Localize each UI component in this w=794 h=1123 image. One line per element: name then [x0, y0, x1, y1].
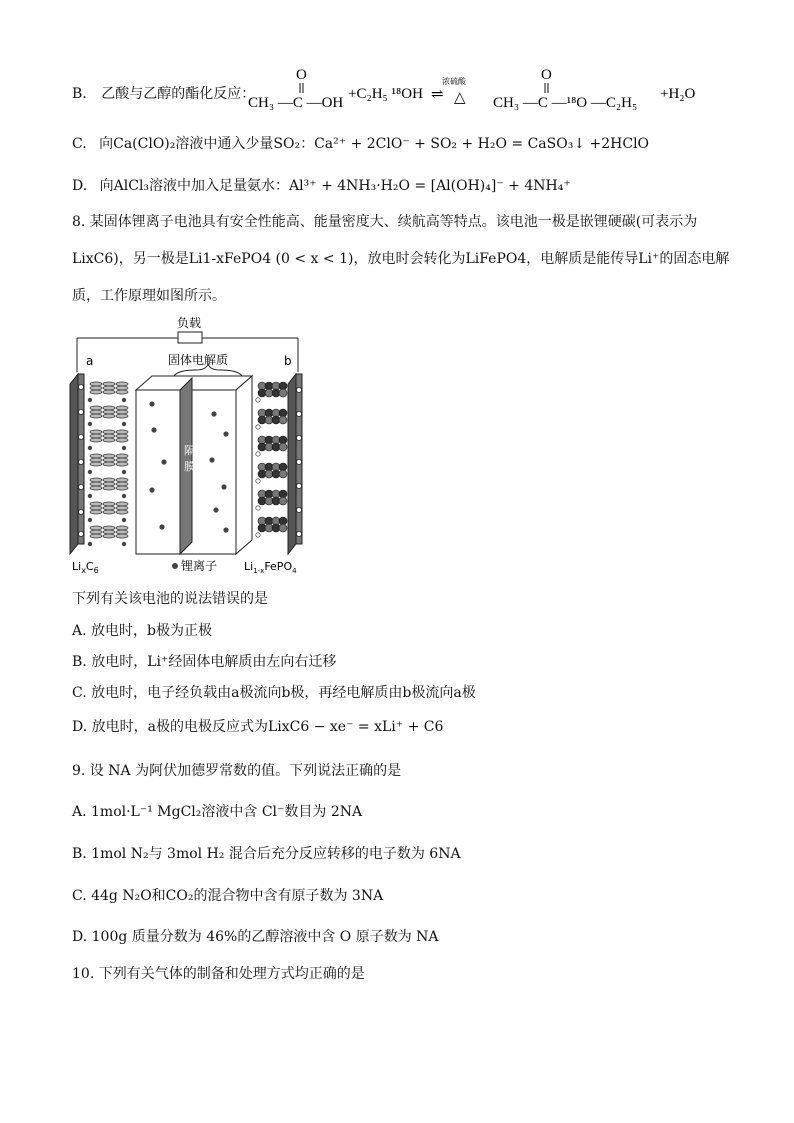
carbon-layer: [116, 534, 128, 538]
lithium-ion: [161, 459, 166, 464]
right-material-label: $Li_{1-x}FePO_4$: [244, 560, 297, 575]
carbon-layer: [103, 390, 115, 394]
load-resistor: [178, 332, 202, 343]
carbon-layer: [116, 438, 128, 442]
electrode-b-label: b: [284, 354, 292, 368]
lithium-ion: [209, 457, 214, 462]
electrode-a-side: [70, 374, 78, 554]
plate-a-site: [78, 409, 83, 414]
carbon-layer: [116, 478, 128, 482]
ester-formula: CH₃ —C —¹⁸O —C₂H₅: [493, 95, 638, 111]
carbon-layer: [90, 438, 102, 442]
lithium-ion: [221, 484, 226, 489]
carbon-layer: [90, 482, 102, 486]
carbon-layer: [103, 438, 115, 442]
intercalated-li: [88, 494, 92, 498]
option-text: 乙酸与乙醇的酯化反应：: [101, 86, 256, 102]
separator-text-source: 隔膜: [66, 312, 68, 313]
lithium-ion: [223, 527, 228, 532]
carbon-layer: [116, 414, 128, 418]
carbon-layer: [103, 382, 115, 386]
carbon-layer: [116, 406, 128, 410]
battery-diagram: [66, 312, 316, 580]
q8-option-d: D. 放电时，a极的电极反应式为LixC6 − xe⁻ = xLi⁺ + C6: [72, 719, 444, 735]
carbon-layer: [103, 406, 115, 410]
carbon-layer: [116, 506, 128, 510]
q8-option-c: C. 放电时，电子经负载由a极流向b极，再经电解质由b极流向a极: [72, 685, 476, 701]
option-label: D.: [72, 178, 88, 194]
carbon-layer: [103, 534, 115, 538]
plate-a-site: [78, 459, 83, 464]
acid-carbonyl-o: O: [296, 67, 307, 83]
option-b-ester: [72, 84, 255, 104]
carbon-layer: [90, 502, 102, 506]
carbon-layer: [116, 454, 128, 458]
lithium-ion: [149, 401, 154, 406]
carbon-layer: [90, 410, 102, 414]
electrolyte-side: [236, 376, 252, 554]
carbon-layer: [116, 410, 128, 414]
carbon-layer: [103, 478, 115, 482]
carbon-layer: [116, 502, 128, 506]
option-label: C.: [72, 136, 87, 152]
carbon-layer: [116, 390, 128, 394]
electrode-b-plate: [296, 374, 302, 544]
q9-option-d: D. 100g 质量分数为 46%的乙醇溶液中含 O 原子数为 NA: [72, 929, 439, 945]
electrolyte-label: 固体电解质: [168, 353, 229, 367]
q9-option-a: A. 1mol·L⁻¹ MgCl₂溶液中含 Cl⁻数目为 2NA: [72, 804, 363, 820]
carbon-layer: [90, 458, 102, 462]
fepo4-particle: [279, 443, 287, 451]
option-d: [72, 176, 571, 196]
q8-option-a: A. 放电时，b极为正极: [72, 623, 212, 639]
intercalated-li: [88, 470, 92, 474]
esterification-equation: [240, 62, 710, 120]
ion-legend-dot: [172, 563, 178, 569]
intercalated-li: [122, 422, 126, 426]
lattice-site: [256, 506, 260, 510]
intercalated-li: [88, 446, 92, 450]
carbon-layer: [103, 486, 115, 490]
intercalated-li: [88, 542, 92, 546]
intercalated-li: [88, 422, 92, 426]
carbon-layer: [90, 414, 102, 418]
q10-stem: 10. 下列有关气体的制备和处理方式均正确的是: [72, 966, 365, 982]
intercalated-li: [88, 518, 92, 522]
option-c: [72, 134, 649, 154]
carbon-layer: [116, 386, 128, 390]
carbon-layer: [90, 486, 102, 490]
lattice-site: [256, 398, 260, 402]
fepo4-particle: [279, 497, 287, 505]
plate-a-site: [78, 484, 83, 489]
plate-b-site: [296, 459, 301, 464]
electrode-a-plate: [78, 374, 84, 544]
carbon-layer: [90, 510, 102, 514]
water-formula: +H₂O: [660, 86, 696, 102]
lattice-site: [256, 479, 260, 483]
carbon-layer: [116, 434, 128, 438]
carbon-layer: [90, 434, 102, 438]
carbon-layer: [103, 526, 115, 530]
electrolyte-top: [136, 376, 252, 390]
plate-a-site: [78, 531, 83, 536]
carbon-layer: [116, 510, 128, 514]
carbon-layer: [90, 526, 102, 530]
carbon-layer: [103, 386, 115, 390]
q8-stem-line1: 8. 某固体锂离子电池具有安全性能高、能量密度大、续航高等特点。该电池一极是嵌锂硬碳(可表示为: [72, 214, 698, 230]
fepo4-particle: [279, 389, 287, 397]
carbon-layer: [90, 530, 102, 534]
ethanol-formula: +C₂H₅ ¹⁸OH: [348, 86, 423, 102]
condition-label: 浓硫酸: [442, 77, 466, 86]
lithium-ion: [211, 411, 216, 416]
carbon-layer: [116, 482, 128, 486]
carbon-layer: [116, 430, 128, 434]
carbon-layer: [116, 526, 128, 530]
plate-b-site: [296, 387, 301, 392]
intercalated-li: [122, 446, 126, 450]
carbon-layer: [103, 430, 115, 434]
carbon-layer: [116, 486, 128, 490]
carbon-layer: [103, 414, 115, 418]
carbon-layer: [103, 434, 115, 438]
lithium-ion: [223, 431, 228, 436]
lithium-ion: [159, 524, 164, 529]
carbon-layer: [103, 482, 115, 486]
q8-stem-line3: 质，工作原理如图所示。: [72, 288, 226, 304]
plate-a-site: [78, 384, 83, 389]
carbon-layer: [103, 454, 115, 458]
carbon-layer: [90, 462, 102, 466]
carbon-layer: [116, 458, 128, 462]
option-label: B.: [72, 86, 87, 102]
carbon-layer: [103, 502, 115, 506]
carbon-layer: [103, 458, 115, 462]
option-text: 向AlCl₃溶液中加入足量氨水：Al³⁺ + 4NH₃·H₂O = [Al(OH)₄]⁻ + 4NH₄⁺: [99, 178, 571, 194]
ion-legend-label: 锂离子: [181, 559, 218, 573]
carbon-layer: [116, 462, 128, 466]
plate-b-site: [296, 483, 301, 488]
q9-stem: 9. 设 NA 为阿伏加德罗常数的值。下列说法正确的是: [72, 763, 402, 779]
lithium-ion: [151, 427, 156, 432]
load-label: 负载: [177, 316, 202, 330]
carbon-layer: [90, 506, 102, 510]
q8-question: 下列有关该电池的说法错误的是: [72, 591, 268, 607]
fepo4-particle: [279, 470, 287, 478]
plate-a-site: [78, 434, 83, 439]
plate-b-site: [296, 435, 301, 440]
intercalated-li: [88, 398, 92, 402]
carbon-layer: [103, 462, 115, 466]
separator-label-2: 膜: [184, 460, 195, 473]
intercalated-li: [122, 494, 126, 498]
q9-option-b: B. 1mol N₂与 3mol H₂ 混合后充分反应转移的电子数为 6NA: [72, 846, 461, 862]
q9-option-c: C. 44g N₂O和CO₂的混合物中含有原子数为 3NA: [72, 888, 384, 904]
carbon-layer: [90, 454, 102, 458]
acetic-acid-formula: CH₃ —C —OH: [248, 95, 344, 111]
reversible-arrows: ⇌: [431, 87, 444, 103]
plate-b-site: [296, 507, 301, 512]
carbon-layer: [103, 410, 115, 414]
intercalated-li: [122, 518, 126, 522]
carbon-layer: [103, 506, 115, 510]
plate-b-site: [296, 531, 301, 536]
electrode-b-side: [288, 374, 296, 554]
fepo4-particle: [279, 416, 287, 424]
carbon-layer: [90, 430, 102, 434]
carbon-layer: [90, 534, 102, 538]
ester-carbonyl-o: O: [541, 67, 552, 83]
plate-a-site: [78, 509, 83, 514]
plate-b-site: [296, 411, 301, 416]
carbon-layer: [103, 510, 115, 514]
carbon-layer: [90, 386, 102, 390]
carbon-layer: [90, 406, 102, 410]
lattice-site: [256, 425, 260, 429]
heat-symbol: △: [454, 90, 466, 106]
electrode-a-label: a: [86, 354, 94, 368]
carbon-layer: [90, 382, 102, 386]
carbon-layer: [90, 478, 102, 482]
separator-label-1: 隔: [184, 444, 195, 457]
fepo4-particle: [279, 524, 287, 532]
q8-stem-line2: LixC6)，另一极是Li1-xFePO4 (0 < x < 1)，放电时会转化为LiFePO4，电解质是能传导Li⁺的固态电解: [72, 251, 730, 267]
carbon-layer: [90, 390, 102, 394]
carbon-layer: [116, 382, 128, 386]
carbon-layer: [116, 530, 128, 534]
q8-option-b: B. 放电时，Li⁺经固体电解质由左向右迁移: [72, 654, 337, 670]
intercalated-li: [122, 470, 126, 474]
lithium-ion: [149, 487, 154, 492]
lithium-ion: [213, 507, 218, 512]
lattice-site: [256, 533, 260, 537]
intercalated-li: [122, 398, 126, 402]
option-text: 向Ca(ClO)₂溶液中通入少量SO₂：Ca²⁺ + 2ClO⁻ + SO₂ + H₂O = CaSO₃↓ +2HClO: [99, 136, 650, 152]
lattice-site: [256, 452, 260, 456]
carbon-layer: [103, 530, 115, 534]
left-material-label: $Li_xC_6$: [72, 560, 99, 575]
intercalated-li: [122, 542, 126, 546]
